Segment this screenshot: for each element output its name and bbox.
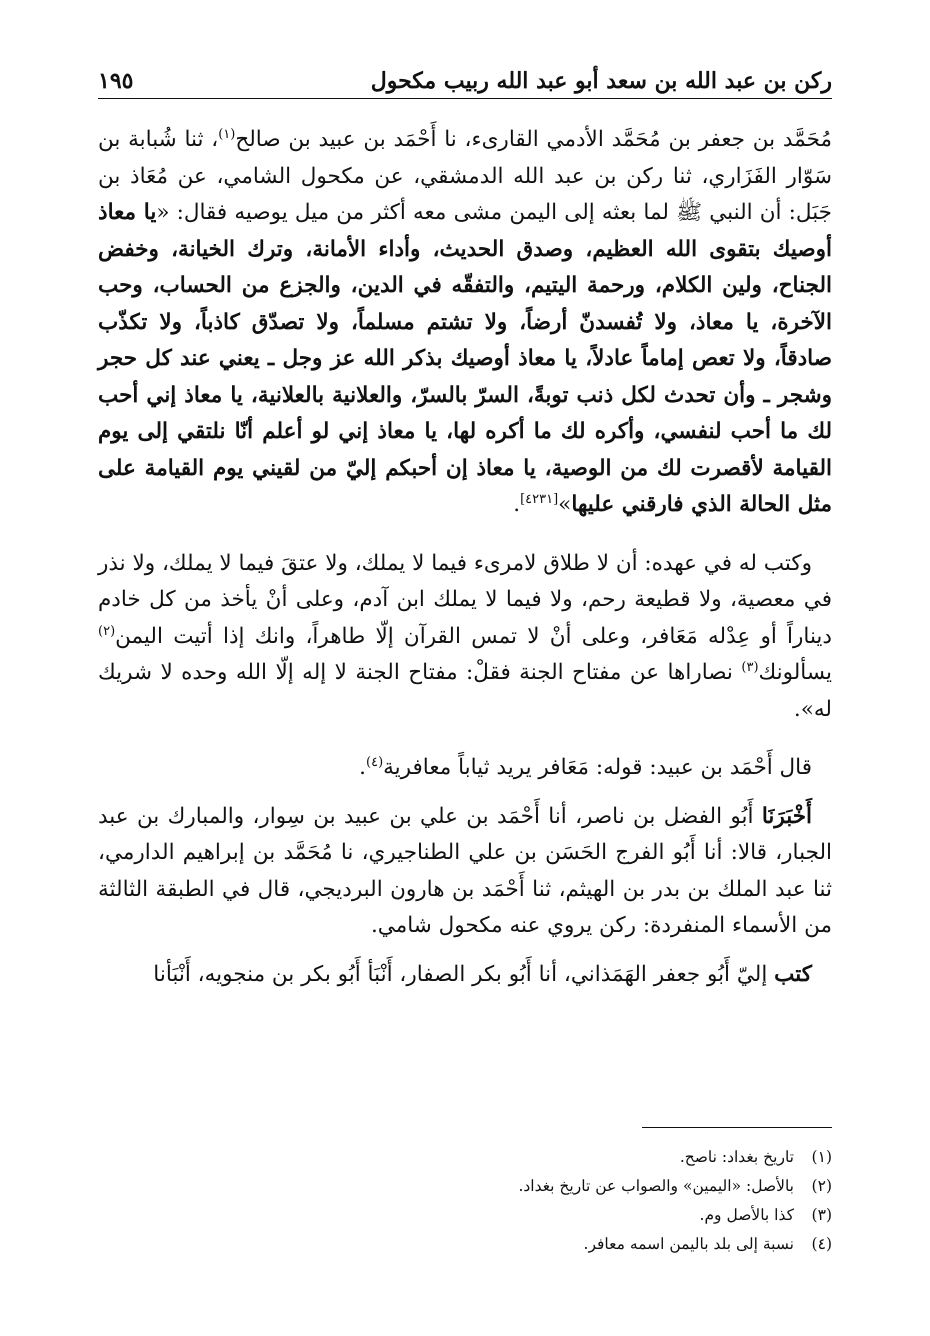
- footnote-ref-2: (٢): [98, 623, 116, 639]
- footnote-number: (٢): [811, 1177, 832, 1195]
- footnote-number: (٣): [811, 1206, 832, 1224]
- paragraph-kataba: [98, 957, 832, 994]
- paragraph-letter: [98, 546, 832, 729]
- kataba-lead: كتب: [774, 961, 812, 987]
- page-header: [98, 60, 832, 99]
- footnote-text: نسبة إلى بلد باليمن اسمه معافر.: [583, 1235, 794, 1253]
- letter-text-mid: يسألونك: [758, 660, 832, 685]
- kataba-text: إليّ أَبُو جعفر الهَمَذاني، أنا أَبُو بكر الصفار، أَنْبَأ أَبُو بكر بن منجويه، أَنْبَأنا: [153, 961, 775, 987]
- footnote-text: كذا بالأصل وم.: [699, 1206, 794, 1224]
- explanation-text: قال أَحْمَد بن عبيد: قوله: مَعَافر يريد ثياباً معافرية: [383, 755, 812, 780]
- akhbarana-text: أَبُو الفضل بن ناصر، أنا أَحْمَد بن علي بن عبيد بن سِوار، والمبارك بن عبد الجبار، قالا: أنا أَبُو الفرج الحَسَن بن علي الطناجيري، نا مُحَمَّد بن إبراهيم الدارمي، ثنا عبد الملك بن بدر بن الهيثم، ثنا أَحْمَد بن هارون البرديجي، قال في الطبقة الثالثة من الأسماء المنفردة: ركن يروي عنه مكحول شامي.: [98, 803, 832, 938]
- footnote-text: بالأصل: «اليمين» والصواب عن تاريخ بغداد.: [518, 1177, 794, 1195]
- isnad-text-cont: ، ثنا شُبابة بن سَوّار الفَزَاري، ثنا ركن بن عبد الله الدمشقي، عن مكحول الشامي، عن مُعَاذ بن جَبَل: أن النبي ﷺ لما بعثه إلى اليمن مشى معه أكثر من ميل يوصيه فقال: «: [98, 127, 832, 225]
- isnad-text: مُحَمَّد بن جعفر بن مُحَمَّد الأدمي القارىء، نا أَحْمَد بن عبيد بن صالح: [235, 127, 832, 152]
- quote-close: »: [558, 492, 572, 517]
- footnote-ref-1: (١): [218, 126, 236, 142]
- footnote-number: (١): [811, 1148, 832, 1166]
- main-text: [98, 122, 832, 993]
- paragraph-hadith: [98, 122, 832, 524]
- footnote-divider: [642, 1127, 832, 1128]
- footnote-text: تاريخ بغداد: ناصح.: [679, 1148, 794, 1166]
- footnote-number: (٤): [811, 1235, 832, 1253]
- footnote-ref-4: (٤): [366, 754, 384, 770]
- akhbarana-lead: أَخْبَرَنَا: [761, 803, 812, 829]
- footnote-ref-3: (٣): [741, 659, 759, 675]
- paragraph-akhbarana: [98, 799, 832, 945]
- page-number: ١٩٥: [98, 68, 134, 94]
- hadith-text: يا معاذ أوصيك بتقوى الله العظيم، وصدق الحديث، وأداء الأمانة، وترك الخيانة، وخفض الجناح، ولين الكلام، ورحمة اليتيم، والتفقّه في الدين، والجزع من الحساب، وحب الآخرة، يا معاذ، ولا تُفسدنّ أرضاً، ولا تشتم مسلماً، ولا تصدّق كاذباً، ولا تكذّب صادقاً، ولا تعص إماماً عادلاً، يا معاذ أوصيك بذكر الله عز وجل ـ يعني عند كل حجر وشجر ـ وأن تحدث لكل ذنب توبةً، السرّ بالسرّ، والعلانية بالعلانية، يا معاذ إني أحب لك ما أحب لنفسي، وأكره لك ما أكره لها، يا معاذ إني لو أعلم أنّا نلتقي إلى يوم القيامة لأقصرت لك من الوصية، يا معاذ إن أحبكم إليّ من لقيني يوم القيامة على مثل الحالة الذي فارقني عليها: [98, 200, 832, 517]
- period: .: [359, 755, 367, 780]
- letter-text-end: نصاراها عن مفتاح الجنة فقلْ: مفتاح الجنة لا إله إلّا الله وحده لا شريك له».: [98, 660, 832, 722]
- running-title: ركن بن عبد الله بن سعد أبو عبد الله ربيب مكحول: [370, 68, 832, 94]
- footnote: [98, 1172, 832, 1201]
- hadith-number: [٤٢٣١]: [520, 491, 559, 507]
- letter-text: وكتب له في عهده: أن لا طلاق لامرىء فيما لا يملك، ولا عتقَ فيما لا يملك، ولا نذر في معصية، ولا قطيعة رحم، ولا فيما لا يملك ابن آدم، وعلى أنْ يأخذ من كل خادم ديناراً أو عِدْله مَعَافر، وعلى أنْ لا تمس القرآن إلّا طاهراً، وانك إذا أتيت اليمن: [98, 550, 832, 649]
- footnotes: [98, 1143, 832, 1259]
- paragraph-explanation: [98, 750, 832, 787]
- footnote: [98, 1230, 832, 1259]
- footnote: [98, 1201, 832, 1230]
- footnote: [98, 1143, 832, 1172]
- period: .: [513, 492, 521, 517]
